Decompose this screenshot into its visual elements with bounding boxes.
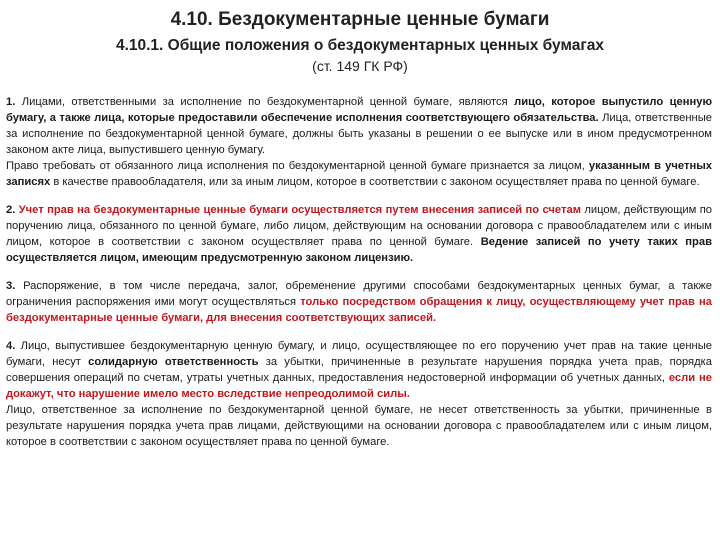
paragraph-4-continued [6, 402, 712, 450]
paragraph-1-continued [6, 158, 712, 190]
document-body [6, 94, 712, 450]
section-subtitle: 4.10.1. Общие положения о бездокументарных ценных бумагах [115, 37, 605, 54]
paragraph-number: 3. [6, 280, 16, 292]
paragraph-number: 4. [6, 340, 16, 352]
paragraph-4 [6, 338, 712, 402]
page-title: 4.10. Бездокументарные ценные бумаги [170, 9, 550, 30]
text: за убытки, причиненные в результате нарушения порядка учета прав, порядка совершения операций по счетам, утраты учетных данных, предоставления недостоверной информации об учетных данных, [6, 356, 712, 384]
text: Лицо, выпустившее бездокументарную ценную бумагу, и лицо, осуществляющее по его поручению учет прав на такие ценные бумаги, несут [6, 340, 712, 368]
highlight-text: только посредством обращения к лицу, осуществляющему учет прав на бездокументарные ценные бумаги, для внесения соответствующих записей. [6, 296, 713, 324]
text: лицом, действующим по поручению лица, обязанного по ценной бумаге, либо лицом, действующим на основании договора с правообладателем или с иным лицом, которое в соответствии с законом осуществляет права по ценной бумаге. [6, 204, 712, 248]
bold-text: солидарную ответственность [88, 356, 259, 368]
bold-text: Ведение записей по учету таких прав осуществляется лицом, имеющим предусмотренную законом лицензию. [6, 236, 712, 264]
paragraph-1 [6, 94, 712, 158]
highlight-text: Учет прав на бездокументарные ценные бумаги осуществляется путем внесения записей по счетам [15, 204, 581, 216]
text: в качестве правообладателя, или за иным лицом, которое в соответствии с законом осуществляет права по ценной бумаге. [50, 176, 700, 188]
text: Распоряжение, в том числе передача, залог, обременение другими способами бездокументарных ценных бумаг, а также ограничения распоряжения ими могут осуществляться [6, 280, 712, 308]
text: Право требовать от обязанного лица исполнения по бездокументарной ценной бумаге признается за лицом, [6, 160, 589, 172]
text: Лицами, ответственными за исполнение по бездокументарной ценной бумаге, являются [15, 96, 515, 108]
text: Лицо, ответственное за исполнение по бездокументарной ценной бумаге, не несет ответственность за убытки, причиненные в результате нарушения порядка учета прав лицами, действующими на основании договора с правообладателем или с иным лицом, которое в соответствии с законом осуществляет права по ценной бумаге. [6, 404, 712, 448]
text: Лица, ответственные за исполнение по бездокументарной ценной бумаге, должны быть указаны в решении о ее выпуске или в ином предусмотренном законом акте лица, выпустившего ценную бумагу. [6, 112, 712, 156]
paragraph-number: 2. [6, 204, 16, 216]
bold-text: указанным в учетных записях [6, 160, 712, 188]
highlight-text: если не докажут, что нарушение имело место вследствие непреодолимой силы. [6, 372, 712, 400]
paragraph-3 [6, 278, 712, 326]
source-reference: (ст. 149 ГК РФ) [312, 58, 408, 74]
bold-text: лицо, которое выпустило ценную бумагу, а также лица, которые предоставили обеспечение исполнения соответствующего обязательства. [6, 96, 712, 124]
paragraph-number: 1. [6, 96, 16, 108]
paragraph-2 [6, 202, 712, 266]
